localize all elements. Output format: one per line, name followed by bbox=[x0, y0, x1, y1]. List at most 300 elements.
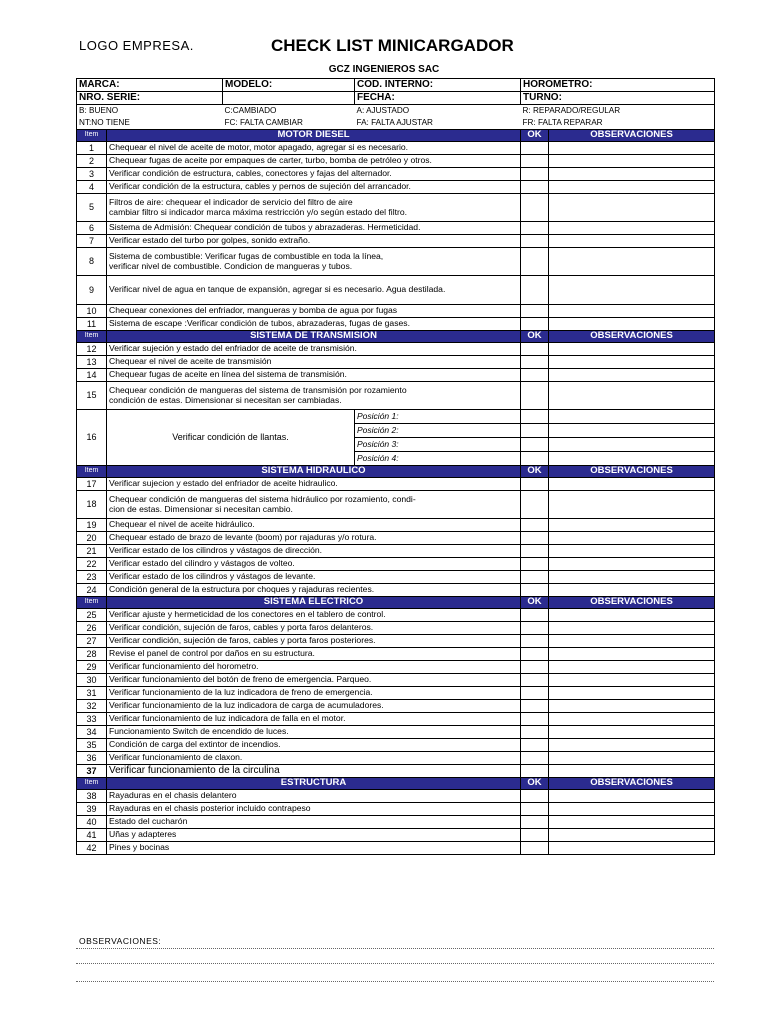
observations-cell[interactable] bbox=[549, 155, 715, 168]
item-description bbox=[107, 816, 521, 829]
item-description bbox=[107, 622, 521, 635]
item-description-line: Chequear el nivel de aceite de motor, motor apagado, agregar si es necesario. bbox=[109, 142, 409, 153]
ok-cell[interactable] bbox=[521, 816, 549, 829]
observations-cell[interactable] bbox=[549, 235, 715, 248]
observations-cell[interactable] bbox=[549, 194, 715, 222]
item-number: 11 bbox=[77, 318, 107, 331]
observations-column-header: OBSERVACIONES bbox=[549, 778, 715, 790]
observations-cell[interactable] bbox=[549, 181, 715, 194]
observations-cell[interactable] bbox=[549, 545, 715, 558]
ok-cell[interactable] bbox=[521, 558, 549, 571]
item-description-line: Revise el panel de control por daños en su estructura. bbox=[109, 648, 315, 659]
blank-field[interactable] bbox=[223, 92, 355, 105]
item-description-line: Filtros de aire: chequear el indicador de servicio del filtro de aire bbox=[109, 196, 353, 207]
modelo-field[interactable]: MODELO: bbox=[223, 79, 355, 92]
observations-cell[interactable] bbox=[549, 222, 715, 235]
ok-cell[interactable] bbox=[521, 235, 549, 248]
item-number: 38 bbox=[77, 790, 107, 803]
observations-cell[interactable] bbox=[549, 752, 715, 765]
item-description-line: cambiar filtro si indicador marca máxima restricción y/o según estado del filtro. bbox=[109, 206, 408, 217]
item-number: 1 bbox=[77, 142, 107, 155]
observations-column-header: OBSERVACIONES bbox=[549, 130, 715, 142]
observations-cell[interactable] bbox=[549, 276, 715, 305]
checklist-item-row bbox=[77, 222, 715, 235]
ok-cell[interactable] bbox=[521, 765, 549, 778]
checklist-table bbox=[76, 78, 715, 855]
observations-cell[interactable] bbox=[549, 687, 715, 700]
checklist-item-row bbox=[77, 558, 715, 571]
ok-cell[interactable] bbox=[521, 829, 549, 842]
observations-cell[interactable] bbox=[549, 369, 715, 382]
item-number: 34 bbox=[77, 726, 107, 739]
checklist-item-row bbox=[77, 491, 715, 519]
item-description-line: Verificar estado de los cilindros y vástagos de dirección. bbox=[109, 545, 323, 556]
ok-cell[interactable] bbox=[521, 305, 549, 318]
item-description-line: Rayaduras en el chasis posterior incluido contrapeso bbox=[109, 803, 311, 814]
item-number: 36 bbox=[77, 752, 107, 765]
ok-column-header: OK bbox=[521, 130, 549, 142]
item-description bbox=[107, 752, 521, 765]
ok-cell[interactable] bbox=[521, 584, 549, 597]
observations-cell[interactable] bbox=[549, 343, 715, 356]
observations-column-header: OBSERVACIONES bbox=[549, 466, 715, 478]
observations-cell[interactable] bbox=[549, 305, 715, 318]
observations-cell[interactable] bbox=[549, 382, 715, 410]
ok-cell[interactable] bbox=[521, 687, 549, 700]
observations-column-header: OBSERVACIONES bbox=[549, 597, 715, 609]
ok-column-header: OK bbox=[521, 331, 549, 343]
item-description bbox=[107, 235, 521, 248]
item-number: 9 bbox=[77, 276, 107, 305]
checklist-item-row bbox=[77, 713, 715, 726]
item-description bbox=[107, 155, 521, 168]
item-description-line: Verificar condición, sujeción de faros, cables y porta faros delanteros. bbox=[109, 622, 374, 633]
item-description-line: Verificar condición de la estructura, cables y pernos de sujeción del arrancador. bbox=[109, 181, 411, 192]
observations-cell[interactable] bbox=[549, 726, 715, 739]
item-description-line: condición de estas. Dimensionar si necesitan ser cambiadas. bbox=[109, 394, 342, 405]
ok-cell[interactable] bbox=[521, 248, 549, 276]
item-description-line: Chequear conexiones del enfriador, mangueras y bomba de agua por fugas bbox=[109, 305, 398, 316]
item-description bbox=[107, 803, 521, 816]
item-description bbox=[107, 142, 521, 155]
observations-cell[interactable] bbox=[549, 700, 715, 713]
observations-cell[interactable] bbox=[549, 248, 715, 276]
item-description bbox=[107, 318, 521, 331]
item-description bbox=[107, 609, 521, 622]
observations-cell[interactable] bbox=[549, 558, 715, 571]
item-description bbox=[107, 571, 521, 584]
checklist-item-row bbox=[77, 181, 715, 194]
checklist-item-row bbox=[77, 584, 715, 597]
item-column-header: Item bbox=[77, 331, 107, 343]
item-description bbox=[107, 829, 521, 842]
tire-position-label: Posición 1: bbox=[355, 410, 521, 424]
ok-cell[interactable] bbox=[521, 842, 549, 855]
item-number: 2 bbox=[77, 155, 107, 168]
horometro-field[interactable]: HOROMETRO: bbox=[521, 79, 715, 92]
item-description-line: Chequear condición de mangueras del sistema hidráulico por rozamiento, condi- bbox=[109, 493, 416, 504]
observations-cell[interactable] bbox=[549, 816, 715, 829]
checklist-item-row bbox=[77, 816, 715, 829]
item-description bbox=[107, 700, 521, 713]
observations-cell[interactable] bbox=[549, 519, 715, 532]
item-description-line: cion de estas. Dimensionar si necesitan cambio. bbox=[109, 503, 293, 514]
item-number: 4 bbox=[77, 181, 107, 194]
item-description-line: Condición general de la estructura por choques y rajaduras recientes. bbox=[109, 584, 375, 595]
observations-cell[interactable] bbox=[549, 491, 715, 519]
checklist-item-row bbox=[77, 142, 715, 155]
item-description-line: Verificar funcionamiento de la circulina bbox=[109, 765, 280, 777]
ok-cell[interactable] bbox=[521, 532, 549, 545]
checklist-item-row bbox=[77, 478, 715, 491]
tire-position-label: Posición 4: bbox=[355, 452, 521, 466]
item-description bbox=[107, 369, 521, 382]
checklist-item-row bbox=[77, 571, 715, 584]
section-header bbox=[77, 331, 715, 343]
ok-cell[interactable] bbox=[521, 739, 549, 752]
checklist-item-row bbox=[77, 356, 715, 369]
checklist-item-row bbox=[77, 700, 715, 713]
ok-cell[interactable] bbox=[521, 194, 549, 222]
item-number: 32 bbox=[77, 700, 107, 713]
item-number: 30 bbox=[77, 674, 107, 687]
item-number: 22 bbox=[77, 558, 107, 571]
observations-cell[interactable] bbox=[549, 142, 715, 155]
item-number: 27 bbox=[77, 635, 107, 648]
ok-cell[interactable] bbox=[521, 276, 549, 305]
observations-cell[interactable] bbox=[549, 713, 715, 726]
item-description-line: Verificar funcionamiento del horometro. bbox=[109, 661, 259, 672]
ok-cell[interactable] bbox=[521, 155, 549, 168]
item-number: 28 bbox=[77, 648, 107, 661]
ok-cell[interactable] bbox=[521, 410, 549, 424]
checklist-item-row bbox=[77, 674, 715, 687]
item-description bbox=[107, 222, 521, 235]
item-description bbox=[107, 635, 521, 648]
observations-cell[interactable] bbox=[549, 168, 715, 181]
item-number: 19 bbox=[77, 519, 107, 532]
ok-cell[interactable] bbox=[521, 382, 549, 410]
section-header bbox=[77, 130, 715, 142]
item-description bbox=[107, 842, 521, 855]
item-description-line: Sistema de Admisión: Chequear condición de tubos y abrazaderas. Hermeticidad. bbox=[109, 222, 421, 233]
section-title: SISTEMA HIDRAULICO bbox=[107, 466, 521, 478]
item-description-line: Verificar nivel de agua en tanque de expansión, agregar si es necesario. Agua destilada. bbox=[109, 284, 446, 295]
item-description bbox=[107, 276, 521, 305]
checklist-item-row bbox=[77, 194, 715, 222]
item-description-line: Verificar sujecion y estado del enfriador de aceite hidraulico. bbox=[109, 478, 338, 489]
ok-cell[interactable] bbox=[521, 343, 549, 356]
ok-cell[interactable] bbox=[521, 571, 549, 584]
observations-cell[interactable] bbox=[549, 318, 715, 331]
checklist-item-row bbox=[77, 248, 715, 276]
observations-cell[interactable] bbox=[549, 532, 715, 545]
checklist-item-row bbox=[77, 803, 715, 816]
item-description-line: Condición de carga del extintor de incendios. bbox=[109, 739, 281, 750]
observations-cell[interactable] bbox=[549, 661, 715, 674]
item-description-line: Verificar ajuste y hermeticidad de los conectores en el tablero de control. bbox=[109, 609, 386, 620]
observations-cell[interactable] bbox=[549, 635, 715, 648]
ok-cell[interactable] bbox=[521, 790, 549, 803]
tire-position-label: Posición 3: bbox=[355, 438, 521, 452]
item-number: 17 bbox=[77, 478, 107, 491]
item-description bbox=[107, 181, 521, 194]
observations-cell[interactable] bbox=[549, 424, 715, 438]
page-title: CHECK LIST MINICARGADOR bbox=[271, 36, 514, 55]
ok-cell[interactable] bbox=[521, 726, 549, 739]
item-description bbox=[107, 648, 521, 661]
item-description bbox=[107, 739, 521, 752]
checklist-item-row bbox=[77, 622, 715, 635]
checklist-item-row bbox=[77, 519, 715, 532]
tire-position-label: Posición 2: bbox=[355, 424, 521, 438]
observations-cell[interactable] bbox=[549, 648, 715, 661]
checklist-item-row bbox=[77, 661, 715, 674]
checklist-item-row bbox=[77, 382, 715, 410]
item-number: 33 bbox=[77, 713, 107, 726]
checklist-item-row bbox=[77, 687, 715, 700]
section-header bbox=[77, 466, 715, 478]
ok-cell[interactable] bbox=[521, 491, 549, 519]
ok-cell[interactable] bbox=[521, 142, 549, 155]
section-header bbox=[77, 597, 715, 609]
observations-cell[interactable] bbox=[549, 765, 715, 778]
observations-label: OBSERVACIONES: bbox=[79, 936, 162, 946]
section-title: SISTEMA ELECTRICO bbox=[107, 597, 521, 609]
fecha-field[interactable]: FECHA: bbox=[355, 92, 521, 105]
ok-cell[interactable] bbox=[521, 635, 549, 648]
ok-cell[interactable] bbox=[521, 438, 549, 452]
marca-field[interactable]: MARCA: bbox=[77, 79, 223, 92]
checklist-item-row bbox=[77, 648, 715, 661]
observations-cell[interactable] bbox=[549, 739, 715, 752]
item-column-header: Item bbox=[77, 130, 107, 142]
observations-cell[interactable] bbox=[549, 478, 715, 491]
item-description bbox=[107, 343, 521, 356]
legend-row-1 bbox=[77, 105, 715, 118]
ok-cell[interactable] bbox=[521, 803, 549, 816]
ok-cell[interactable] bbox=[521, 369, 549, 382]
item-number: 39 bbox=[77, 803, 107, 816]
item-description bbox=[107, 790, 521, 803]
checklist-item-row bbox=[77, 155, 715, 168]
ok-cell[interactable] bbox=[521, 700, 549, 713]
item-description bbox=[107, 765, 521, 778]
item-description-line: Verificar estado de los cilindros y vástagos de levante. bbox=[109, 571, 316, 582]
ok-cell[interactable] bbox=[521, 452, 549, 466]
item-description bbox=[107, 305, 521, 318]
item-number: 16 bbox=[77, 410, 107, 466]
info-row-1 bbox=[77, 79, 715, 92]
item-description-line: Verificar condición, sujeción de faros, cables y porta faros posteriores. bbox=[109, 635, 376, 646]
observations-cell[interactable] bbox=[549, 803, 715, 816]
item-description-line: Verificar funcionamiento de luz indicadora de falla en el motor. bbox=[109, 713, 346, 724]
legend-reparado: R: REPARADO/REGULAR bbox=[521, 105, 715, 118]
checklist-item-row bbox=[77, 790, 715, 803]
item-column-header: Item bbox=[77, 597, 107, 609]
section-title: SISTEMA DE TRANSMISION bbox=[107, 331, 521, 343]
item-number: 37 bbox=[77, 765, 107, 778]
item-number: 23 bbox=[77, 571, 107, 584]
ok-cell[interactable] bbox=[521, 609, 549, 622]
item-number: 31 bbox=[77, 687, 107, 700]
ok-cell[interactable] bbox=[521, 648, 549, 661]
checklist-item-row bbox=[77, 609, 715, 622]
checklist-item-row bbox=[77, 635, 715, 648]
ok-cell[interactable] bbox=[521, 222, 549, 235]
item-description bbox=[107, 558, 521, 571]
item-number: 13 bbox=[77, 356, 107, 369]
item-description bbox=[107, 687, 521, 700]
item-number: 12 bbox=[77, 343, 107, 356]
observations-cell[interactable] bbox=[549, 674, 715, 687]
legend-no-tiene: NT:NO TIENE bbox=[77, 117, 223, 130]
item-description-line: Chequear condición de mangueras del sistema de transmisión por rozamiento bbox=[109, 384, 407, 395]
section-title: MOTOR DIESEL bbox=[107, 130, 521, 142]
ok-cell[interactable] bbox=[521, 181, 549, 194]
observations-cell[interactable] bbox=[549, 356, 715, 369]
ok-cell[interactable] bbox=[521, 478, 549, 491]
observations-cell[interactable] bbox=[549, 622, 715, 635]
tire-position-row bbox=[77, 410, 715, 424]
checklist-item-row bbox=[77, 545, 715, 558]
item-description-line: Verificar estado del turbo por golpes, sonido extraño. bbox=[109, 235, 311, 246]
item-number: 35 bbox=[77, 739, 107, 752]
tire-check-label: Verificar condición de llantas. bbox=[107, 410, 355, 466]
ok-cell[interactable] bbox=[521, 545, 549, 558]
item-number: 15 bbox=[77, 382, 107, 410]
cod-interno-field[interactable]: COD. INTERNO: bbox=[355, 79, 521, 92]
checklist-item-row bbox=[77, 305, 715, 318]
item-number: 8 bbox=[77, 248, 107, 276]
item-number: 7 bbox=[77, 235, 107, 248]
observations-cell[interactable] bbox=[549, 790, 715, 803]
ok-column-header: OK bbox=[521, 466, 549, 478]
item-description bbox=[107, 168, 521, 181]
checklist-item-row bbox=[77, 739, 715, 752]
observations-cell[interactable] bbox=[549, 842, 715, 855]
item-description-line: Verificar funcionamiento del botón de freno de emergencia. Parqueo. bbox=[109, 674, 372, 685]
checklist-item-row bbox=[77, 726, 715, 739]
ok-cell[interactable] bbox=[521, 168, 549, 181]
checklist-item-row bbox=[77, 829, 715, 842]
legend-cambiado: C:CAMBIADO bbox=[224, 106, 277, 116]
item-number: 41 bbox=[77, 829, 107, 842]
item-number: 26 bbox=[77, 622, 107, 635]
legend-falta-ajustar: FA: FALTA AJUSTAR bbox=[355, 117, 521, 130]
item-description-line: Sistema de combustible: Verificar fugas de combustible en toda la línea, bbox=[109, 250, 384, 261]
item-description bbox=[107, 532, 521, 545]
observations-cell[interactable] bbox=[549, 609, 715, 622]
item-description bbox=[107, 661, 521, 674]
ok-cell[interactable] bbox=[521, 424, 549, 438]
ok-cell[interactable] bbox=[521, 713, 549, 726]
ok-column-header: OK bbox=[521, 778, 549, 790]
item-description-line: Verificar funcionamiento de la luz indicadora de freno de emergencia. bbox=[109, 687, 373, 698]
item-description-line: Pines y bocinas bbox=[109, 842, 170, 853]
legend-ajustado: A: AJUSTADO bbox=[356, 106, 410, 116]
legend-bueno: B: BUENO bbox=[77, 105, 223, 118]
item-number: 10 bbox=[77, 305, 107, 318]
item-description-line: Verificar condición de estructura, cables, conectores y fajas del alternador. bbox=[109, 168, 392, 179]
observations-line-3[interactable] bbox=[76, 981, 714, 982]
item-description bbox=[107, 519, 521, 532]
item-number: 42 bbox=[77, 842, 107, 855]
item-description-line: Estado del cucharón bbox=[109, 816, 188, 827]
checklist-item-row bbox=[77, 318, 715, 331]
item-description bbox=[107, 545, 521, 558]
observations-cell[interactable] bbox=[549, 438, 715, 452]
item-description bbox=[107, 248, 521, 276]
item-description-line: Verificar sujeción y estado del enfriador de aceite de transmisión. bbox=[109, 343, 357, 354]
item-number: 20 bbox=[77, 532, 107, 545]
item-column-header: Item bbox=[77, 778, 107, 790]
item-description bbox=[107, 726, 521, 739]
item-description bbox=[107, 194, 521, 222]
observations-column-header: OBSERVACIONES bbox=[549, 331, 715, 343]
item-number: 25 bbox=[77, 609, 107, 622]
item-description-line: Chequear el nivel de aceite hidráulico. bbox=[109, 519, 255, 530]
ok-cell[interactable] bbox=[521, 356, 549, 369]
observations-cell[interactable] bbox=[549, 584, 715, 597]
observations-cell[interactable] bbox=[549, 829, 715, 842]
company-name: GCZ INGENIEROS SAC bbox=[328, 64, 440, 75]
item-description-line: Chequear fugas de aceite por empaques de carter, turbo, bomba de petróleo y otros. bbox=[109, 155, 432, 166]
item-description-line: Verificar funcionamiento de claxon. bbox=[109, 752, 243, 763]
checklist-item-row bbox=[77, 235, 715, 248]
legend-falta-cambiar: FC: FALTA CAMBIAR bbox=[223, 117, 355, 130]
legend-row-2 bbox=[77, 117, 715, 130]
ok-cell[interactable] bbox=[521, 622, 549, 635]
checklist-item-row bbox=[77, 752, 715, 765]
observations-line-2[interactable] bbox=[76, 963, 714, 964]
item-description bbox=[107, 674, 521, 687]
item-description-line: Chequear el nivel de aceite de transmisión bbox=[109, 356, 272, 367]
turno-field[interactable]: TURNO: bbox=[521, 92, 715, 105]
checklist-item-row bbox=[77, 343, 715, 356]
checklist-item-row bbox=[77, 842, 715, 855]
item-description bbox=[107, 491, 521, 519]
nro-serie-field[interactable]: NRO. SERIE: bbox=[77, 92, 223, 105]
item-description-line: Sistema de escape :Verificar condición de tubos, abrazaderas, fugas de gases. bbox=[109, 318, 410, 329]
legend-falta-reparar: FR: FALTA REPARAR bbox=[521, 117, 715, 130]
checklist-item-row bbox=[77, 168, 715, 181]
observations-cell[interactable] bbox=[549, 410, 715, 424]
item-description bbox=[107, 584, 521, 597]
ok-cell[interactable] bbox=[521, 752, 549, 765]
item-number: 24 bbox=[77, 584, 107, 597]
item-description-line: Chequear estado de brazo de levante (boom) por rajaduras y/o rotura. bbox=[109, 532, 377, 543]
item-number: 21 bbox=[77, 545, 107, 558]
item-number: 29 bbox=[77, 661, 107, 674]
ok-cell[interactable] bbox=[521, 519, 549, 532]
observations-line-1[interactable] bbox=[76, 948, 714, 949]
checklist-item-row bbox=[77, 369, 715, 382]
observations-cell[interactable] bbox=[549, 452, 715, 466]
item-description-line: Uñas y adapteres bbox=[109, 829, 177, 840]
ok-cell[interactable] bbox=[521, 318, 549, 331]
checklist-item-row bbox=[77, 276, 715, 305]
item-description-line: Funcionamiento Switch de encendido de luces. bbox=[109, 726, 289, 737]
ok-cell[interactable] bbox=[521, 674, 549, 687]
ok-cell[interactable] bbox=[521, 661, 549, 674]
checklist-item-row bbox=[77, 532, 715, 545]
item-description-line: Verificar estado del cilindro y vástagos de volteo. bbox=[109, 558, 295, 569]
item-number: 14 bbox=[77, 369, 107, 382]
checklist-body bbox=[77, 79, 715, 855]
ok-column-header: OK bbox=[521, 597, 549, 609]
observations-cell[interactable] bbox=[549, 571, 715, 584]
